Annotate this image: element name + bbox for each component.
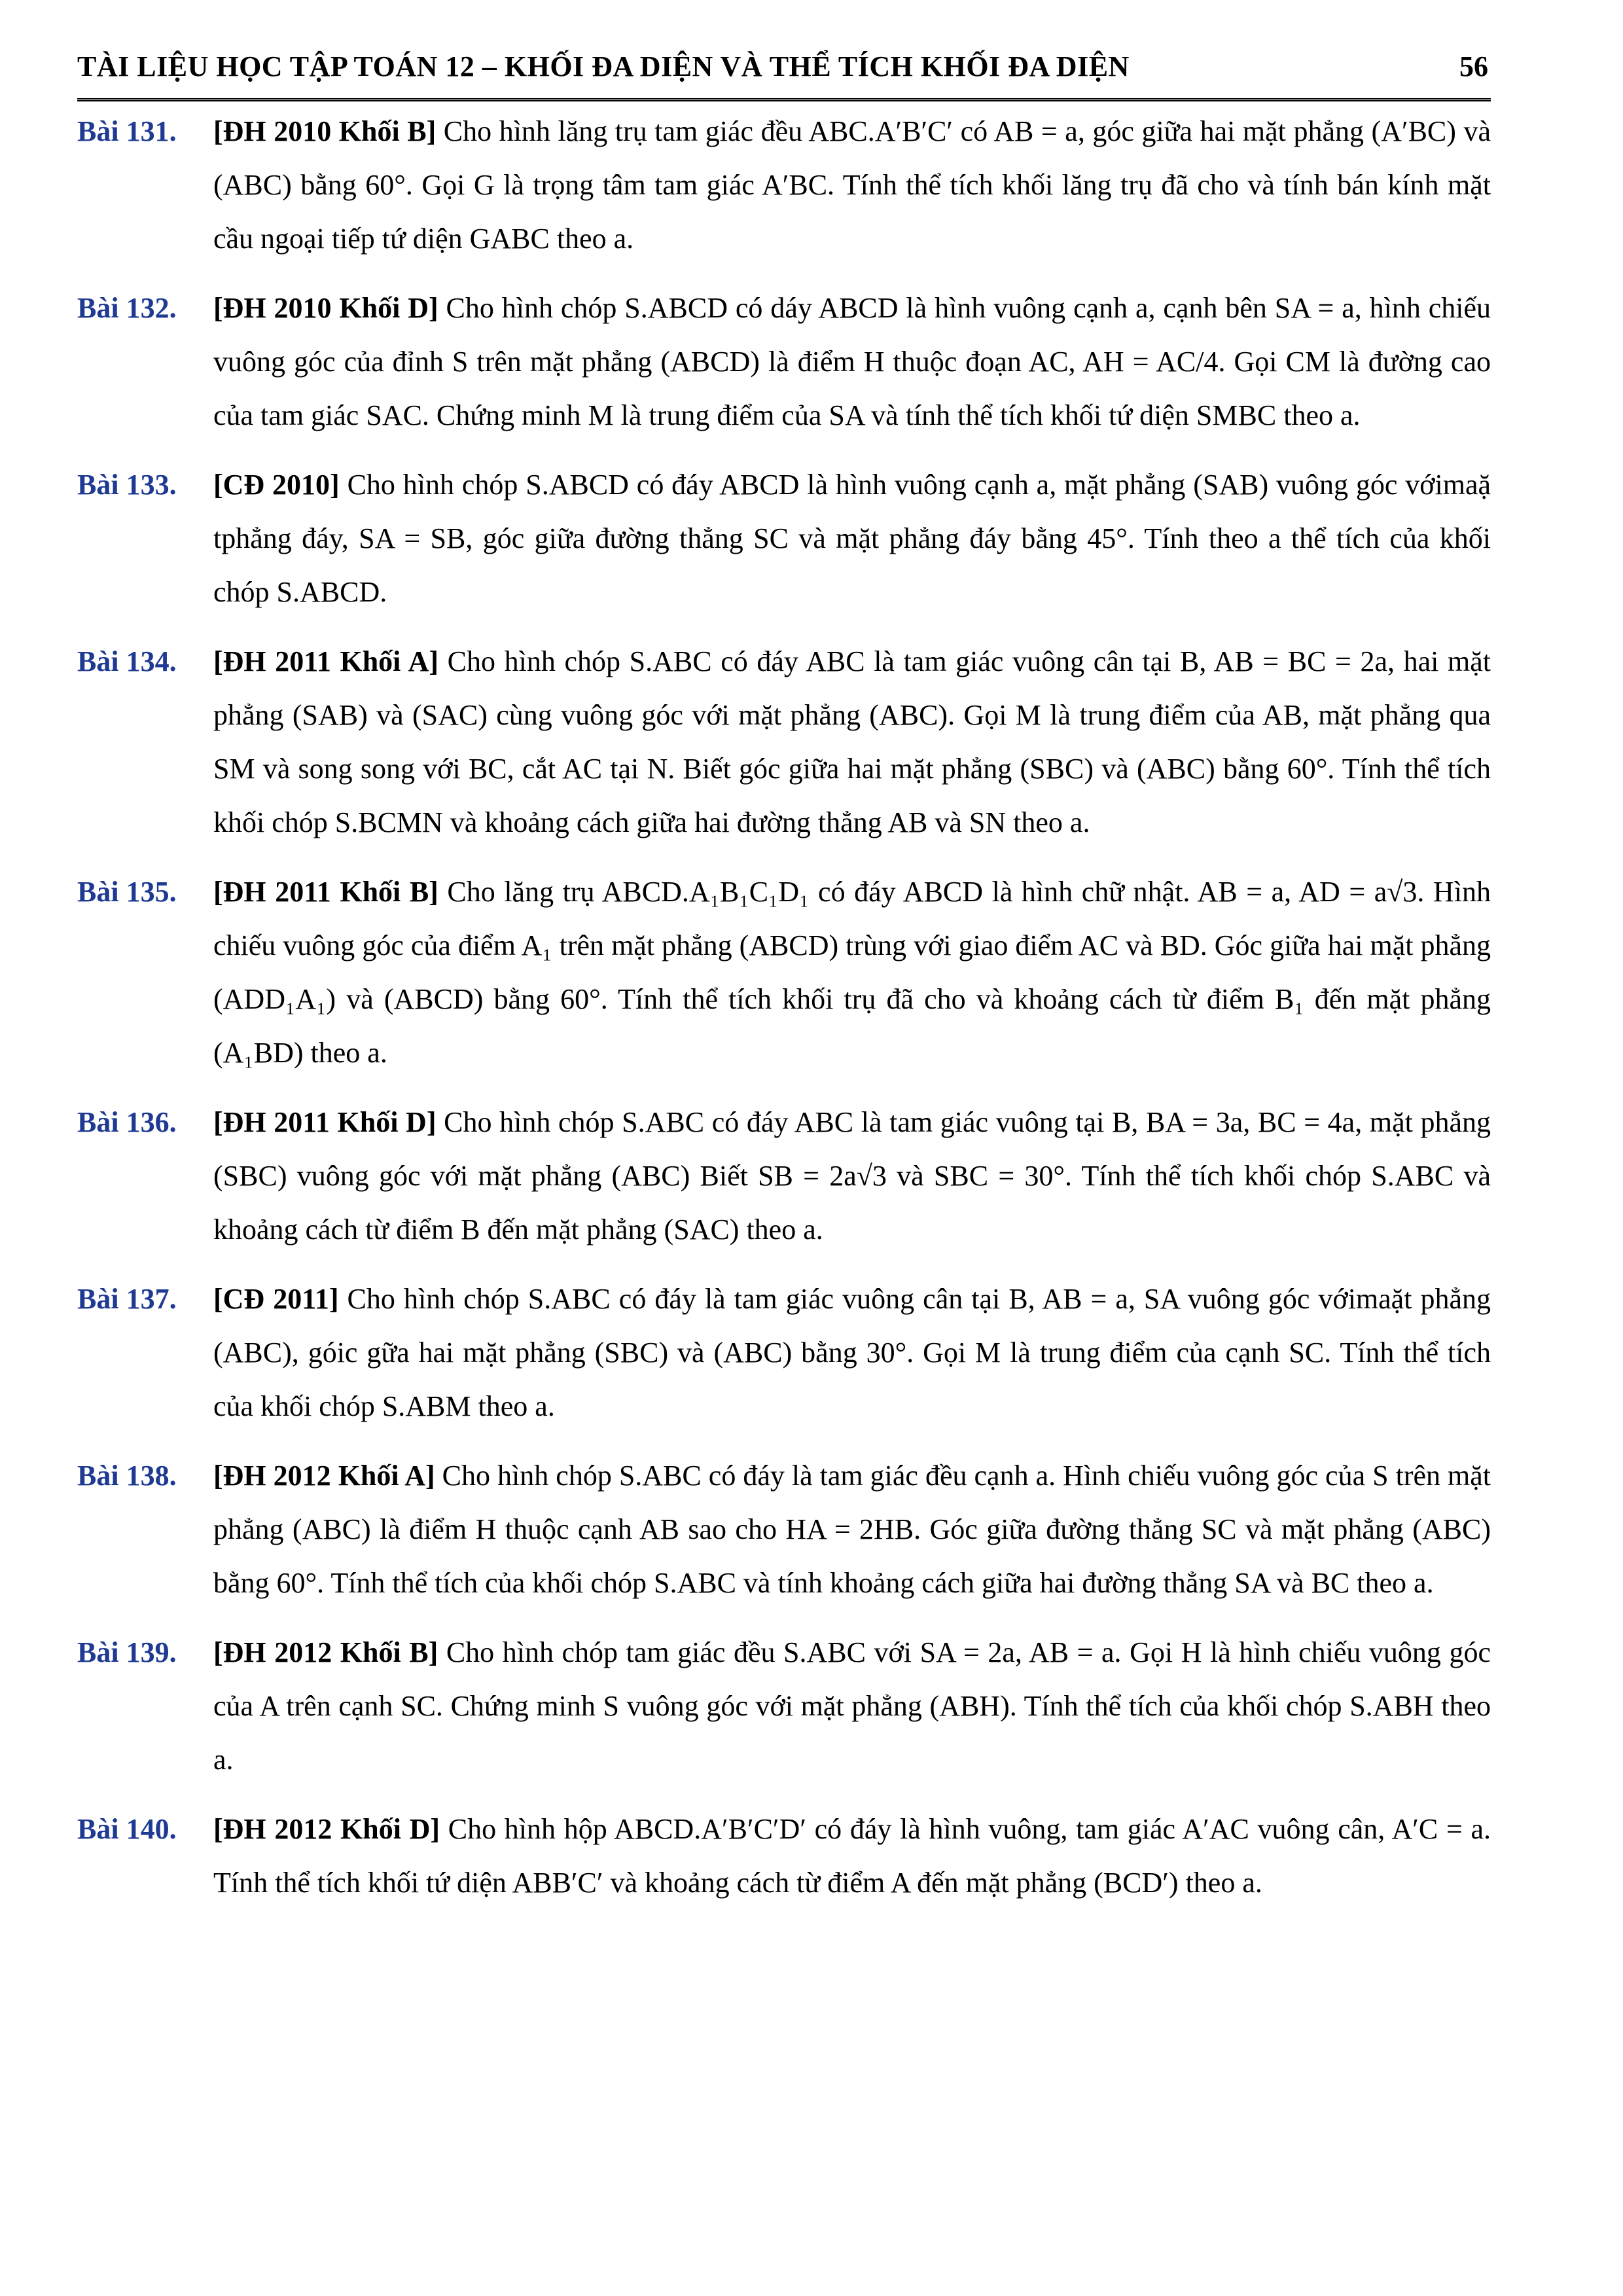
problem-number: Bài 131. bbox=[77, 115, 177, 147]
problem-source: [ĐH 2012 Khối D] bbox=[213, 1813, 440, 1845]
problem-number: Bài 137. bbox=[77, 1283, 177, 1315]
problem-text: Cho hình chóp tam giác đều S.ABC với SA = 2a, AB = a. Gọi H là hình chiếu vuông góc của A trên cạnh SC. Chứng minh S vuông góc với mặt phẳng (ABH). Tính thể tích của khối chóp S.ABH theo a. bbox=[213, 1636, 1491, 1776]
problem-item bbox=[77, 458, 1491, 619]
problem-source: [ĐH 2010 Khối D] bbox=[213, 292, 438, 324]
problem-text: Cho hình chóp S.ABC có đáy là tam giác vuông cân tại B, AB = a, SA vuông góc vớimaặt phẳng (ABC), góic gữa hai mặt phẳng (SBC) và (ABC) bằng 30°. Gọi M là trung điểm của cạnh SC. Tính thể tích của khối chóp S.ABM theo a. bbox=[213, 1283, 1491, 1422]
problem-text: Cho hình chóp S.ABC có đáy ABC là tam giác vuông tại B, BA = 3a, BC = 4a, mặt phẳng (SBC) vuông góc với mặt phẳng (ABC) Biết SB = 2a√3 và SBC = 30°. Tính thể tích khối chóp S.ABC và khoảng cách từ điểm B đến mặt phẳng (SAC) theo a. bbox=[213, 1106, 1491, 1246]
problem-source: [ĐH 2011 Khối A] bbox=[213, 645, 439, 677]
problem-source: [ĐH 2012 Khối A] bbox=[213, 1460, 435, 1492]
problem-number: Bài 140. bbox=[77, 1813, 177, 1845]
problem-text: Cho hình chóp S.ABCD có dáy ABCD là hình vuông cạnh a, cạnh bên SA = a, hình chiếu vuông góc của đỉnh S trên mặt phẳng (ABCD) là điểm H thuộc đoạn AC, AH = AC/4. Gọi CM là đường cao của tam giác SAC. Chứng minh M là trung điểm của SA và tính thể tích khối tứ diện SMBC theo a. bbox=[213, 292, 1491, 431]
problem-item bbox=[77, 1096, 1491, 1257]
problem-number: Bài 134. bbox=[77, 645, 177, 677]
problem-text: Cho hình lăng trụ tam giác đều ABC.A′B′C′ có AB = a, góc giữa hai mặt phẳng (A′BC) và (ABC) bằng 60°. Gọi G là trọng tâm tam giác A′BC. Tính thể tích khối lăng trụ đã cho và tính bán kính mặt cầu ngoại tiếp tứ diện GABC theo a. bbox=[213, 115, 1491, 255]
problem-item bbox=[77, 105, 1491, 266]
problem-source: [ĐH 2012 Khối B] bbox=[213, 1636, 438, 1668]
problem-number: Bài 139. bbox=[77, 1636, 177, 1668]
page-header bbox=[77, 46, 1491, 101]
problem-item bbox=[77, 1803, 1491, 1910]
problem-text: Cho hình hộp ABCD.A′B′C′D′ có đáy là hình vuông, tam giác A′AC vuông cân, A′C = a. Tính thể tích khối tứ diện ABB′C′ và khoảng cách từ điểm A đến mặt phẳng (BCD′) theo a. bbox=[213, 1813, 1491, 1899]
problem-text: Cho hình chóp S.ABCD có đáy ABCD là hình vuông cạnh a, mặt phẳng (SAB) vuông góc vớimaặ tphẳng đáy, SA = SB, góc giữa đường thẳng SC và mặt phẳng đáy bằng 45°. Tính theo a thể tích của khối chóp S.ABCD. bbox=[213, 469, 1491, 608]
header-title: TÀI LIỆU HỌC TẬP TOÁN 12 – KHỐI ĐA DIỆN VÀ THỂ TÍCH KHỐI ĐA DIỆN bbox=[77, 50, 1130, 82]
problem-item bbox=[77, 1272, 1491, 1433]
problem-item bbox=[77, 1449, 1491, 1610]
problem-number: Bài 136. bbox=[77, 1106, 177, 1138]
problem-item bbox=[77, 865, 1491, 1080]
problem-item bbox=[77, 1626, 1491, 1787]
problem-number: Bài 132. bbox=[77, 292, 177, 324]
problem-text: Cho hình chóp S.ABC có đáy là tam giác đều cạnh a. Hình chiếu vuông góc của S trên mặt phẳng (ABC) là điểm H thuộc cạnh AB sao cho HA = 2HB. Góc giữa đường thẳng SC và mặt phẳng (ABC) bằng 60°. Tính thể tích của khối chóp S.ABC và tính khoảng cách giữa hai đường thẳng SA và BC theo a. bbox=[213, 1460, 1491, 1599]
problem-item bbox=[77, 635, 1491, 850]
problem-text: Cho lăng trụ ABCD.A₁B₁C₁D₁ có đáy ABCD là hình chữ nhật. AB = a, AD = a√3. Hình chiếu vuông góc của điểm A₁ trên mặt phẳng (ABCD) trùng với giao điểm AC và BD. Góc giữa hai mặt phẳng (ADD₁A₁) và (ABCD) bằng 60°. Tính thể tích khối trụ đã cho và khoảng cách từ điểm B₁ đến mặt phẳng (A₁BD) theo a. bbox=[213, 876, 1491, 1069]
problem-source: [ĐH 2011 Khối D] bbox=[213, 1106, 437, 1138]
problem-number: Bài 133. bbox=[77, 469, 177, 501]
problem-text: Cho hình chóp S.ABC có đáy ABC là tam giác vuông cân tại B, AB = BC = 2a, hai mặt phẳng (SAB) và (SAC) cùng vuông góc với mặt phẳng (ABC). Gọi M là trung điểm của AB, mặt phẳng qua SM và song song với BC, cắt AC tại N. Biết góc giữa hai mặt phẳng (SBC) và (ABC) bằng 60°. Tính thể tích khối chóp S.BCMN và khoảng cách giữa hai đường thẳng AB và SN theo a. bbox=[213, 645, 1491, 838]
problem-number: Bài 138. bbox=[77, 1460, 177, 1492]
problem-source: [CĐ 2011] bbox=[213, 1283, 339, 1315]
problem-source: [ĐH 2010 Khối B] bbox=[213, 115, 437, 147]
problem-source: [ĐH 2011 Khối B] bbox=[213, 876, 438, 908]
problem-source: [CĐ 2010] bbox=[213, 469, 340, 501]
page-number: 56 bbox=[1459, 50, 1488, 82]
problem-list bbox=[77, 105, 1491, 1926]
problem-item bbox=[77, 281, 1491, 442]
problem-number: Bài 135. bbox=[77, 876, 177, 908]
